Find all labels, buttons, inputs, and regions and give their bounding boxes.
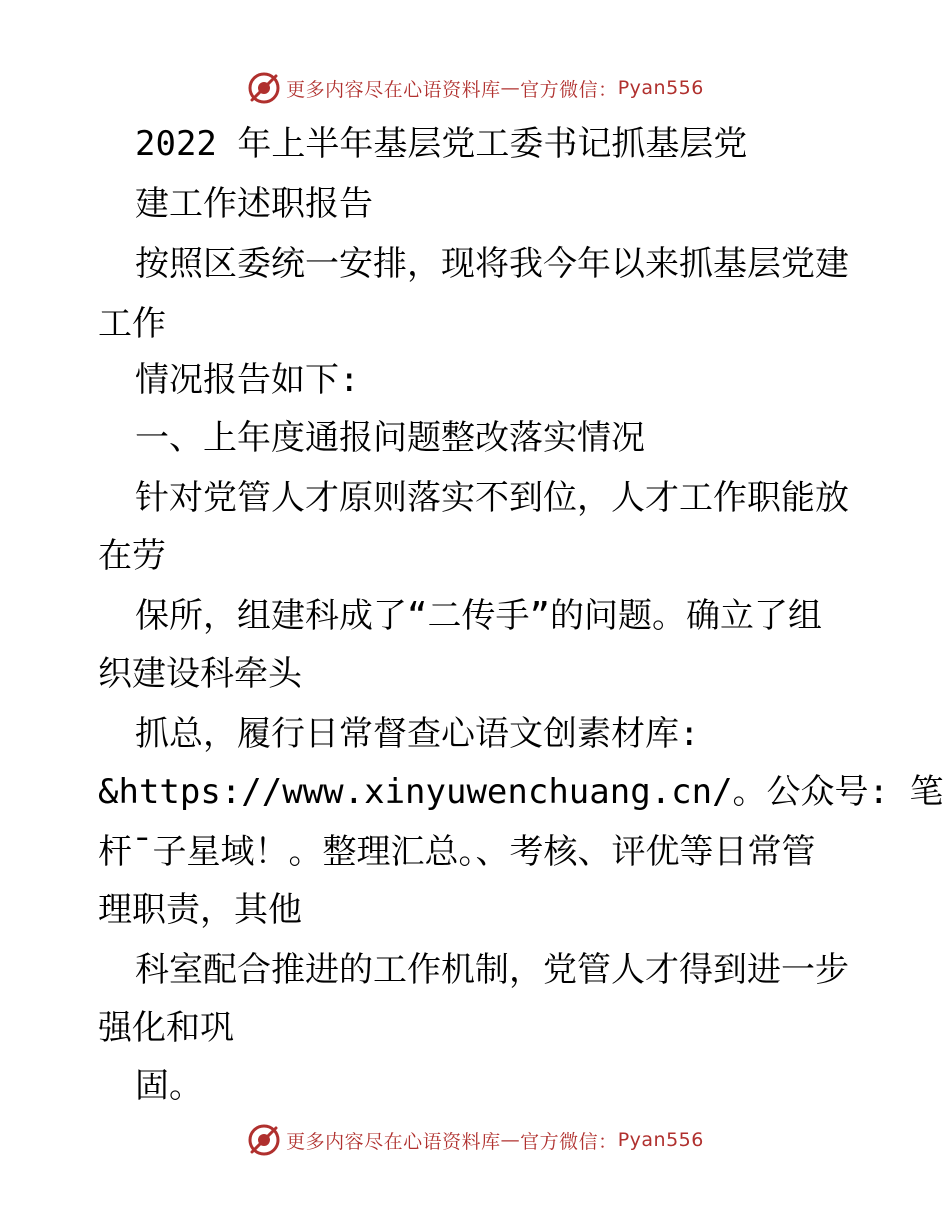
- paragraph-line: 按照区委统一安排，现将我今年以来抓基层党建: [135, 244, 849, 284]
- header-watermark: [0, 70, 950, 106]
- paragraph-line: 工作: [98, 304, 166, 344]
- paragraph-line: 强化和巩: [98, 1008, 234, 1048]
- paragraph-line: 理职责，其他: [98, 890, 302, 930]
- watermark-wechat-id: Pyan556: [617, 77, 704, 99]
- pen-circle-logo-icon: [246, 70, 282, 106]
- section-heading: 一、上年度通报问题整改落实情况: [135, 418, 645, 458]
- paragraph-line: 保所，组建科成了“二传手”的问题。确立了组: [135, 596, 822, 636]
- paragraph-line: 科室配合推进的工作机制，党管人才得到进一步: [135, 950, 849, 990]
- paragraph-line: 在劳: [98, 536, 166, 576]
- paragraph-line: 杆¯子星域！。整理汇总。、考核、评优等日常管: [98, 832, 816, 872]
- paragraph-line: &https://www.xinyuwenchuang.cn/。公众号: 笔: [98, 772, 944, 812]
- watermark-site-text: 更多内容尽在心语资料库: [286, 1130, 501, 1153]
- paragraph-line: 情况报告如下:: [135, 360, 360, 400]
- paragraph-line: 固。: [135, 1066, 203, 1106]
- paragraph-line: 针对党管人才原则落实不到位，人才工作职能放: [135, 478, 849, 518]
- watermark-wechat-id: Pyan556: [617, 1129, 704, 1151]
- watermark-wechat-label: 官方微信：: [520, 1130, 618, 1153]
- watermark-separator: —: [500, 77, 521, 99]
- title-line-2: 建工作述职报告: [135, 184, 373, 224]
- watermark-separator: —: [500, 1129, 521, 1151]
- watermark-site-text: 更多内容尽在心语资料库: [286, 78, 501, 101]
- watermark-wechat-label: 官方微信：: [520, 78, 618, 101]
- title-line-1: 2022 年上半年基层党工委书记抓基层党: [135, 124, 748, 164]
- paragraph-line: 抓总，履行日常督查心语文创素材库:: [135, 714, 700, 754]
- footer-watermark: [0, 1122, 950, 1158]
- paragraph-line: 织建设科牵头: [98, 654, 302, 694]
- pen-circle-logo-icon: [246, 1122, 282, 1158]
